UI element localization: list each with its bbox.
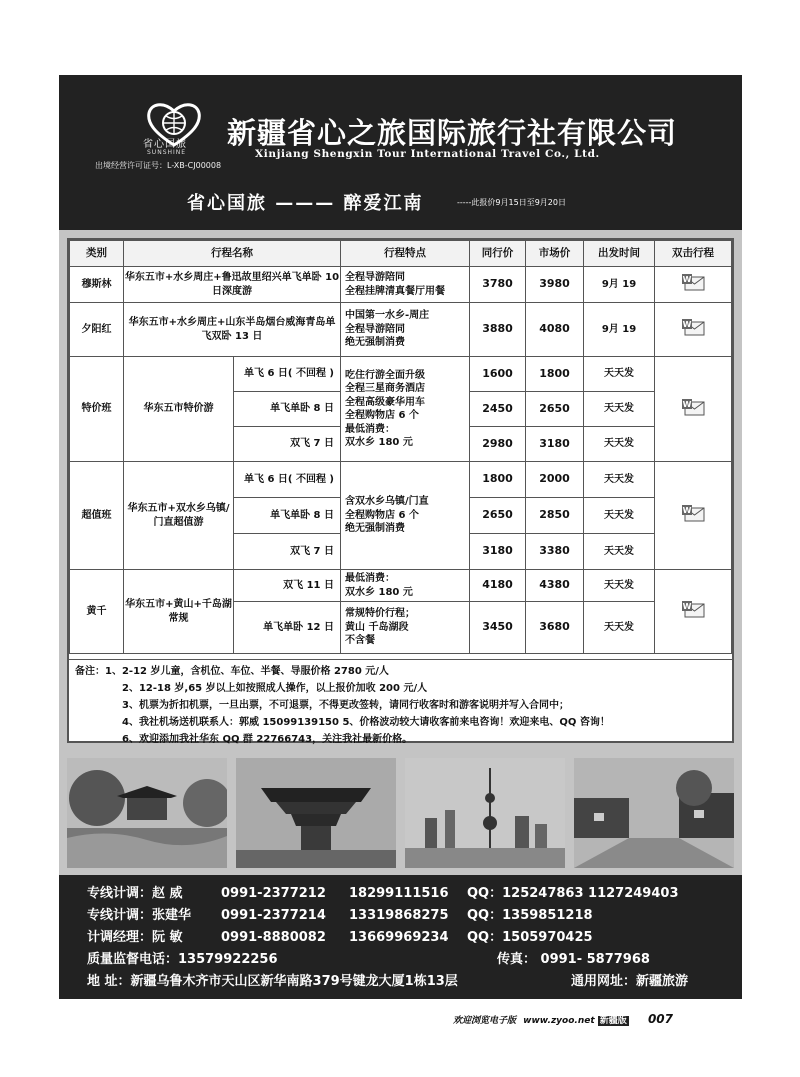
price-validity: -----此报价9月15日至9月20日 <box>457 198 566 207</box>
sub-route-cell: 双飞 11 日 <box>234 570 341 602</box>
route-name-cell: 华东五市+双水乡乌镇/门直超值游 <box>124 462 234 570</box>
peer-price-cell: 3180 <box>470 534 526 570</box>
features-cell: 中国第一水乡-周庄 全程导游陪同 绝无强制消费 <box>341 303 470 357</box>
note-line: 6、欢迎添加我社华东 QQ 群 22766743，关注我社最新价格。 <box>122 734 413 745</box>
company-name-cn: 新疆省心之旅国际旅行社有限公司 <box>227 116 678 150</box>
table-header-row <box>70 241 732 267</box>
svg-text:W: W <box>682 399 692 409</box>
peer-price-cell: 2650 <box>470 498 526 534</box>
svg-text:W: W <box>682 506 692 516</box>
market-price-cell: 1800 <box>526 357 584 392</box>
logo-en-text: SUNSHINE <box>147 149 187 156</box>
col-header: 类别 <box>70 241 124 267</box>
sub-route-cell: 单飞 6 日( 不回程 ) <box>234 462 341 498</box>
table-row <box>70 303 732 357</box>
features-cell: 吃住行游全面升级 全程三星商务酒店 全程高级豪华用车 全程购物店 6 个 最低消费： 双水乡 180 元 <box>341 357 470 462</box>
word-document-icon[interactable] <box>681 398 705 416</box>
sub-route-cell: 单飞单卧 12 日 <box>234 602 341 654</box>
route-name-cell: 华东五市特价游 <box>124 357 234 462</box>
peer-price-cell: 2450 <box>470 392 526 427</box>
contact-qq: QQ：1359851218 <box>467 908 593 923</box>
peer-price-cell: 1800 <box>470 462 526 498</box>
svg-text:W: W <box>682 275 692 285</box>
market-price-cell: 3380 <box>526 534 584 570</box>
website: 通用网址：新疆旅游 <box>571 974 689 989</box>
contact-label: 专线计调：赵 威 <box>87 886 183 901</box>
flyer-page <box>59 75 742 999</box>
category-cell: 特价班 <box>70 357 124 462</box>
peer-price-cell: 3880 <box>470 303 526 357</box>
market-price-cell: 4080 <box>526 303 584 357</box>
departure-cell: 天天发 <box>584 602 655 654</box>
category-cell: 夕阳红 <box>70 303 124 357</box>
departure-cell: 天天发 <box>584 392 655 427</box>
departure-cell: 天天发 <box>584 462 655 498</box>
peer-price-cell: 3780 <box>470 267 526 303</box>
col-header: 双击行程 <box>655 241 732 267</box>
shanghai-skyline-photo <box>405 758 565 868</box>
word-document-icon[interactable] <box>681 273 705 291</box>
features-cell: 全程导游陪同 全程挂牌清真餐厅用餐 <box>341 267 470 303</box>
col-header: 出发时间 <box>584 241 655 267</box>
route-name-cell: 华东五市+黄山+千岛湖常规 <box>124 570 234 654</box>
table-row <box>70 357 732 392</box>
market-price-cell: 4380 <box>526 570 584 602</box>
license-number: 出境经营许可证号：L-XB-CJ00008 <box>95 161 222 170</box>
category-cell: 黄千 <box>70 570 124 654</box>
sub-route-cell: 单飞 6 日( 不回程 ) <box>234 357 341 392</box>
footer <box>453 1012 713 1026</box>
features-cell: 最低消费： 双水乡 180 元 <box>341 570 470 602</box>
market-price-cell: 3180 <box>526 427 584 462</box>
itinerary-doc-cell[interactable] <box>655 267 732 303</box>
contact-label: 计调经理：阮 敏 <box>87 930 183 945</box>
peer-price-cell: 1600 <box>470 357 526 392</box>
market-price-cell: 2650 <box>526 392 584 427</box>
departure-cell: 天天发 <box>584 570 655 602</box>
page-number: 007 <box>647 1012 674 1026</box>
sub-route-cell: 单飞单卧 8 日 <box>234 392 341 427</box>
photo-strip <box>67 758 734 868</box>
contact-label: 专线计调：张建华 <box>87 908 192 923</box>
peer-price-cell: 2980 <box>470 427 526 462</box>
col-header: 市场价 <box>526 241 584 267</box>
table-row <box>70 462 732 498</box>
departure-cell: 天天发 <box>584 357 655 392</box>
word-document-icon[interactable] <box>681 600 705 618</box>
contact-phone: 0991-8880082 <box>221 930 326 945</box>
footer-text: 欢迎浏览电子版 <box>453 1016 517 1026</box>
sub-route-cell: 双飞 7 日 <box>234 427 341 462</box>
departure-cell: 9月 19 <box>584 303 655 357</box>
address: 地 址：新疆乌鲁木齐市天山区新华南路379号键龙大厦1栋13层 <box>87 974 458 989</box>
col-header: 同行价 <box>470 241 526 267</box>
contact-mobile: 13319868275 <box>349 908 449 923</box>
word-document-icon[interactable] <box>681 504 705 522</box>
contact-phone: 0991-2377212 <box>221 886 326 901</box>
departure-cell: 天天发 <box>584 498 655 534</box>
sub-route-cell: 双飞 7 日 <box>234 534 341 570</box>
table-row <box>70 570 732 602</box>
pavilion-photo <box>67 758 227 868</box>
note-line: 2、12-18 岁,65 岁以上如按照成人操作，以上报价加收 200 元/人 <box>122 683 428 694</box>
footer-url[interactable]: www.zyoo.net <box>523 1016 595 1026</box>
slogan: 省心国旅 ——— 醉爱江南 <box>187 193 424 214</box>
sub-route-cell: 单飞单卧 8 日 <box>234 498 341 534</box>
contact-mobile: 13669969234 <box>349 930 449 945</box>
category-cell: 超值班 <box>70 462 124 570</box>
itinerary-doc-cell[interactable] <box>655 462 732 570</box>
contact-block <box>59 875 742 999</box>
category-cell: 穆斯林 <box>70 267 124 303</box>
header <box>59 75 742 230</box>
company-name-en: Xinjiang Shengxin Tour International Travel Co., Ltd. <box>255 148 600 160</box>
china-pavilion-photo <box>236 758 396 868</box>
itinerary-doc-cell[interactable] <box>655 303 732 357</box>
departure-cell: 天天发 <box>584 534 655 570</box>
footer-tag: 新疆版 <box>599 1016 627 1026</box>
route-name-cell: 华东五市+水乡周庄+鲁迅故里绍兴单飞单卧 10 日深度游 <box>124 267 341 303</box>
peer-price-cell: 4180 <box>470 570 526 602</box>
water-town-photo <box>574 758 734 868</box>
contact-qq: QQ：125247863 1127249403 <box>467 886 679 901</box>
quality-hotline: 质量监督电话：13579922256 <box>87 952 278 967</box>
note-line: 4、我社机场送机联系人：郭威 15099139150 5、价格波动较大请收客前来电咨询！欢迎来电、QQ 咨询！ <box>122 717 610 728</box>
route-name-cell: 华东五市+水乡周庄+山东半岛烟台威海青岛单飞双卧 13 日 <box>124 303 341 357</box>
features-cell: 常规特价行程； 黄山 千岛湖段 不含餐 <box>341 602 470 654</box>
svg-text:W: W <box>682 320 692 330</box>
contact-phone: 0991-2377214 <box>221 908 326 923</box>
fax: 传真： 0991- 5877968 <box>497 952 650 967</box>
market-price-cell: 3980 <box>526 267 584 303</box>
note-line: 备注：1、2-12 岁儿童，含机位、车位、半餐、导服价格 2780 元/人 <box>75 666 389 677</box>
table-row <box>70 267 732 303</box>
market-price-cell: 3680 <box>526 602 584 654</box>
word-document-icon[interactable] <box>681 318 705 336</box>
col-header: 行程特点 <box>341 241 470 267</box>
contact-mobile: 18299111516 <box>349 886 449 901</box>
notes <box>67 659 734 743</box>
market-price-cell: 2850 <box>526 498 584 534</box>
note-line: 3、机票为折扣机票，一旦出票，不可退票，不得更改签转，请同行收客时和游客说明并写入合同中； <box>122 700 569 711</box>
contact-qq: QQ：1505970425 <box>467 930 593 945</box>
itinerary-doc-cell[interactable] <box>655 357 732 462</box>
svg-text:W: W <box>682 602 692 612</box>
market-price-cell: 2000 <box>526 462 584 498</box>
itinerary-doc-cell[interactable] <box>655 570 732 654</box>
peer-price-cell: 3450 <box>470 602 526 654</box>
departure-cell: 天天发 <box>584 427 655 462</box>
features-cell: 含双水乡乌镇/门直 全程购物店 6 个 绝无强制消费 <box>341 462 470 570</box>
logo-cn-text: 省心国旅 <box>143 139 187 150</box>
departure-cell: 9月 19 <box>584 267 655 303</box>
col-header: 行程名称 <box>124 241 341 267</box>
